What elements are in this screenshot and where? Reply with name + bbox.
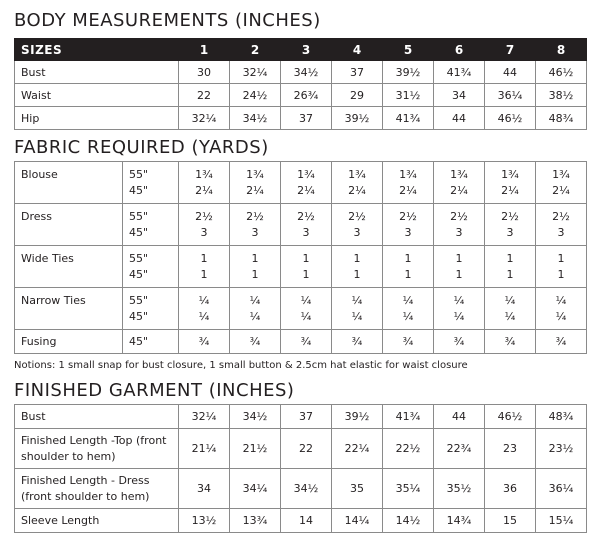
table-cell: ¾ [383,330,434,354]
table-cell: 32¼ [230,61,281,84]
fabric-required-table [14,161,587,354]
table-cell: 14¾ [434,509,485,533]
body-measurements-title: BODY MEASUREMENTS (INCHES) [14,10,321,31]
table-cell: 34½ [230,405,281,429]
size-header: 4 [332,39,383,61]
table-cell: ¾ [332,330,383,354]
table-row [15,246,587,288]
table-cell: 44 [434,107,485,130]
table-cell: 37 [281,107,332,130]
table-cell: 1 1 [383,246,434,288]
table-cell: 22¾ [434,429,485,469]
table-cell: 21¼ [179,429,230,469]
table-cell: 34 [434,84,485,107]
table-cell: 41¾ [383,107,434,130]
table-cell: 36 [485,469,536,509]
size-header: 7 [485,39,536,61]
row-label: Wide Ties [15,246,123,288]
row-label: Finished Length - Dress (front shoulder to hem) [15,469,179,509]
table-cell: 31½ [383,84,434,107]
finished-garment-table [14,404,587,533]
table-cell: 48¾ [536,405,587,429]
table-cell: 41¾ [383,405,434,429]
table-cell: 39½ [332,107,383,130]
table-cell: 34½ [230,107,281,130]
table-cell: 29 [332,84,383,107]
table-cell: 46½ [536,61,587,84]
row-label: Narrow Ties [15,288,123,330]
table-cell: 36¼ [485,84,536,107]
row-label: Sleeve Length [15,509,179,533]
table-cell: 22½ [383,429,434,469]
table-cell: 39½ [383,61,434,84]
table-cell: 14 [281,509,332,533]
table-cell: 1¾ 2¼ [434,162,485,204]
row-label: Blouse [15,162,123,204]
table-cell: 13½ [179,509,230,533]
sizes-label: SIZES [15,39,179,61]
table-cell: 1¾ 2¼ [536,162,587,204]
table-row [15,469,587,509]
table-cell: 23 [485,429,536,469]
table-cell: 32¼ [179,107,230,130]
table-cell: 24½ [230,84,281,107]
table-cell: 41¾ [434,61,485,84]
table-cell: 46½ [485,405,536,429]
finished-garment-title: FINISHED GARMENT (INCHES) [14,380,295,401]
table-cell: 14¼ [332,509,383,533]
table-cell: 1¾ 2¼ [179,162,230,204]
table-cell: 22¼ [332,429,383,469]
table-cell: 32¼ [179,405,230,429]
table-cell: ¾ [536,330,587,354]
table-cell: ¾ [281,330,332,354]
table-cell: ¼ ¼ [230,288,281,330]
table-cell: 1¾ 2¼ [383,162,434,204]
table-cell: ¾ [485,330,536,354]
table-cell: 46½ [485,107,536,130]
table-cell: 35¼ [383,469,434,509]
body-measurements-table [14,38,587,130]
fabric-widths: 55" 45" [123,204,179,246]
table-cell: ¼ ¼ [485,288,536,330]
table-row [15,405,587,429]
table-cell: 1¾ 2¼ [485,162,536,204]
table-cell: ¾ [179,330,230,354]
table-row [15,61,587,84]
row-label: Waist [15,84,179,107]
table-cell: 1 1 [434,246,485,288]
size-header: 3 [281,39,332,61]
table-row [15,509,587,533]
row-label: Bust [15,405,179,429]
table-cell: 39½ [332,405,383,429]
table-row [15,162,587,204]
table-cell: 38½ [536,84,587,107]
size-header: 8 [536,39,587,61]
table-cell: 2½ 3 [383,204,434,246]
table-cell: 44 [485,61,536,84]
fabric-widths: 55" 45" [123,246,179,288]
table-cell: 2½ 3 [179,204,230,246]
fabric-widths: 55" 45" [123,162,179,204]
table-cell: 15¼ [536,509,587,533]
table-cell: ¼ ¼ [332,288,383,330]
table-row [15,330,587,354]
table-cell: 1 1 [281,246,332,288]
table-cell: 1 1 [536,246,587,288]
table-cell: 2½ 3 [230,204,281,246]
table-cell: 34½ [281,61,332,84]
table-cell: ¾ [434,330,485,354]
table-cell: 15 [485,509,536,533]
sizes-header-row [15,39,587,61]
table-row [15,429,587,469]
table-cell: 1¾ 2¼ [332,162,383,204]
table-cell: 30 [179,61,230,84]
table-cell: 34½ [281,469,332,509]
table-cell: 14½ [383,509,434,533]
table-row [15,288,587,330]
fabric-required-title: FABRIC REQUIRED (YARDS) [14,137,269,158]
table-cell: 1 1 [230,246,281,288]
table-cell: 23½ [536,429,587,469]
size-header: 5 [383,39,434,61]
row-label: Hip [15,107,179,130]
size-header: 6 [434,39,485,61]
row-label: Dress [15,204,123,246]
table-cell: ¾ [230,330,281,354]
table-cell: 34 [179,469,230,509]
table-row [15,84,587,107]
table-cell: 13¾ [230,509,281,533]
size-header: 1 [179,39,230,61]
table-cell: 1 1 [485,246,536,288]
table-cell: 2½ 3 [332,204,383,246]
table-row [15,204,587,246]
table-cell: 2½ 3 [434,204,485,246]
fabric-widths: 45" [123,330,179,354]
row-label: Fusing [15,330,123,354]
table-cell: 35½ [434,469,485,509]
table-cell: 37 [281,405,332,429]
table-cell: 35 [332,469,383,509]
table-cell: 1 1 [332,246,383,288]
table-cell: 21½ [230,429,281,469]
table-cell: ¼ ¼ [383,288,434,330]
table-cell: 44 [434,405,485,429]
table-cell: 2½ 3 [536,204,587,246]
row-label: Bust [15,61,179,84]
table-cell: 34¼ [230,469,281,509]
table-cell: 22 [179,84,230,107]
table-cell: 1¾ 2¼ [281,162,332,204]
table-cell: 2½ 3 [281,204,332,246]
table-cell: 26¾ [281,84,332,107]
table-cell: 2½ 3 [485,204,536,246]
table-cell: 22 [281,429,332,469]
table-cell: 48¾ [536,107,587,130]
table-cell: ¼ ¼ [179,288,230,330]
table-cell: ¼ ¼ [281,288,332,330]
table-cell: 36¼ [536,469,587,509]
row-label: Finished Length -Top (front shoulder to hem) [15,429,179,469]
table-cell: 1¾ 2¼ [230,162,281,204]
table-cell: ¼ ¼ [536,288,587,330]
notions-note: Notions: 1 small snap for bust closure, 1 small button & 2.5cm hat elastic for waist closure [14,360,468,371]
table-cell: 37 [332,61,383,84]
fabric-widths: 55" 45" [123,288,179,330]
table-cell: 1 1 [179,246,230,288]
size-header: 2 [230,39,281,61]
table-row [15,107,587,130]
table-cell: ¼ ¼ [434,288,485,330]
